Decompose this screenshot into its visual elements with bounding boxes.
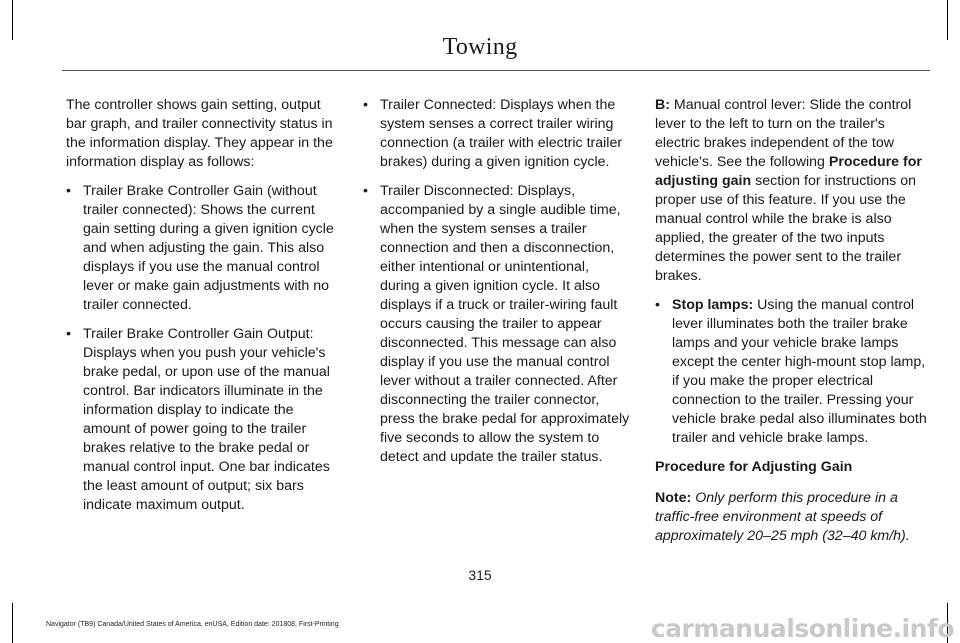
bullet-icon: •: [655, 297, 660, 313]
column-1: [66, 96, 340, 525]
manual-lever-paragraph: [655, 96, 927, 286]
page-title: Towing: [442, 34, 518, 60]
note-label: Note:: [655, 490, 692, 506]
bullet-icon: •: [363, 97, 368, 113]
intro-paragraph: The controller shows gain setting, output bar graph, and trailer connectivity status in the information display. They appear in the information display as follows:: [66, 97, 333, 170]
column-2: [363, 96, 631, 477]
bullet-list: [66, 182, 340, 515]
list-item-text: Trailer Disconnected: Displays, accompanied by a single audible time, when the system senses a trailer connection and then a disconnection, either intentional or unintentional, during a given ignition cycle. It also displays if a truck or trailer-wiring fault occurs causing the trailer to appear disconnected. This message can also display if you use the manual control lever without a trailer connected. After disconnecting the trailer connector, press the brake pedal for approximately five seconds to allow the system to detect and update the trailer status.: [380, 183, 630, 465]
note-text: Only perform this procedure in a traffic-free environment at speeds of approximately 20–25 mph (32–40 km/h).: [655, 490, 910, 544]
list-item-text: Trailer Connected: Displays when the system senses a correct trailer wiring connection (a trailer with electric trailer brakes) during a given ignition cycle.: [380, 97, 623, 170]
list-item: [66, 182, 340, 315]
crop-mark: [12, 603, 13, 643]
b-text-1: Manual control lever: Slide the control lever to the left to turn on the trailer's electric brakes independent of the tow vehicle's. See the following: [655, 97, 912, 170]
stop-lamps-text: Using the manual control lever illuminates both the trailer brake lamps and your vehicle brake lamps except the center high-mount stop lamp, if you make the proper electrical connection to the trailer. Pressing your vehicle brake pedal also illuminates both trailer and vehicle brake lamps.: [672, 297, 927, 446]
column-3: [655, 96, 927, 556]
watermark: carmanualsonline.info: [650, 614, 954, 643]
list-item-text: Trailer Brake Controller Gain Output: Displays when you push your vehicle's brake pedal, or upon use of the manual control. Bar indicators illuminate in the information display to indicate the amount of power going to the trailer brakes relative to the brake pedal or manual control input. One bar indicates the least amount of output; six bars indicate maximum output.: [83, 326, 330, 513]
edition-footer: Navigator (TB9) Canada/United States of America, enUSA, Edition date: 201808, First-Printing: [46, 621, 339, 628]
list-item: [655, 296, 927, 448]
page-number: 315: [468, 567, 492, 583]
list-item: [363, 96, 631, 172]
list-item: [66, 325, 340, 515]
list-item-text: Trailer Brake Controller Gain (without trailer connected): Shows the current gain setting during a given ignition cycle and when adjusting the gain. This also displays if you use the manual control lever or make gain adjustments with no trailer connected.: [83, 183, 334, 313]
bullet-icon: •: [363, 183, 368, 199]
bullet-list: [655, 296, 927, 448]
bullet-icon: •: [66, 183, 71, 199]
stop-lamps-label: Stop lamps:: [672, 297, 754, 313]
note-paragraph: [655, 489, 927, 546]
procedure-reference: Procedure for adjusting gain: [655, 154, 922, 189]
bullet-icon: •: [66, 326, 71, 342]
b-text-2: section for instructions on proper use of this feature. If you use the manual control while the brake is also applied, the greater of the two inputs determines the power sent to the trailer brakes.: [655, 173, 916, 284]
bullet-list: [363, 96, 631, 467]
list-item: [363, 182, 631, 467]
header-divider: [62, 70, 930, 71]
section-heading: Procedure for Adjusting Gain: [655, 459, 853, 475]
b-label: B:: [655, 97, 670, 113]
